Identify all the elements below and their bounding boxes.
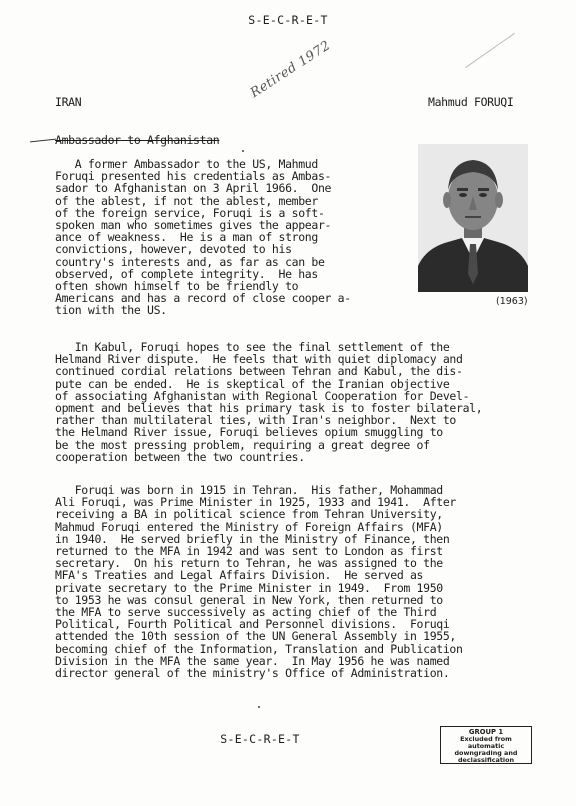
- ink-speck: [242, 150, 244, 152]
- bottom-classification-marking: S-E-C-R-E-T: [220, 732, 300, 746]
- stamp-line: downgrading and: [454, 749, 518, 757]
- photo-date-caption: (1963): [496, 296, 528, 307]
- paper-crease: [465, 33, 515, 68]
- stamp-line: Excluded from automatic: [460, 735, 512, 750]
- stamp-group-label: GROUP 1: [468, 728, 504, 736]
- struck-position-title: Ambassador to Afghanistan: [55, 133, 220, 147]
- country-heading: IRAN: [55, 95, 82, 109]
- top-classification-marking: S-E-C-R-E-T: [248, 13, 328, 27]
- handwritten-annotation: Retired 1972: [247, 38, 334, 101]
- body-paragraph-3: Foruqi was born in 1915 in Tehran. His father, Mohammad Ali Foruqi, was Prime Minister in 1925, 1933 and 1941. After receiving a BA in political science from Tehran University, Mahmud Foruqi entered the Ministry of Foreign Affairs (MFA) in 1940. He served briefly in the Ministry of Finance, then returned to the MFA in 1942 and was sent to London as first secretary. On his return to Tehran, he was assigned to the MFA's Treaties and Legal Affairs Division. He served as private secretary to the Prime Minister in 1949. From 1950 to 1953 he was consul general in New York, then returned to the MFA to serve successively as acting chief of the Third Political, Fourth Political and Personnel divisions. Foruqi attended the 10th session of the UN General Assembly in 1955, becoming chief of the Information, Translation and Publication Division in the MFA the same year. In May 1956 he was named director general of the ministry's Office of Administration.: [55, 483, 463, 681]
- declassification-group-stamp: [440, 726, 532, 764]
- portrait-image: [418, 144, 528, 292]
- subject-name-heading: Mahmud FORUQI: [428, 95, 514, 109]
- portrait-photo: [418, 144, 528, 292]
- ink-speck: [258, 706, 260, 708]
- stamp-line: declassification: [457, 756, 515, 764]
- body-paragraph-2: In Kabul, Foruqi hopes to see the final settlement of the Helmand River dispute. He feels that with quiet diplomacy and continued cordial relations between Tehran and Kabul, the dis- pute can be ended. He is skeptical of the Iranian objective of associating Afghanistan with Regional Cooperation for Devel- opment and believes that his primary task is to foster bilateral, rather than multilateral ties, with Iran's neighbor. Next to the Helmand River issue, Foruqi believes opium smuggling to be the most pressing problem, requiring a great degree of cooperation between the two countries.: [55, 340, 483, 464]
- body-paragraph-1: A former Ambassador to the US, Mahmud Foruqi presented his credentials as Ambas- sador to Afghanistan on 3 April 1966. One of the ablest, if not the ablest, member of the foreign service, Foruqi is a soft- spoken man who sometimes gives the appear- ance of weakness. He is a man of strong convictions, however, devoted to his country's interests and, as far as can be observed, of complete integrity. He has often shown himself to be friendly to Americans and has a record of close cooper a- tion with the US.: [55, 157, 351, 318]
- strikethrough-mark: [30, 139, 56, 143]
